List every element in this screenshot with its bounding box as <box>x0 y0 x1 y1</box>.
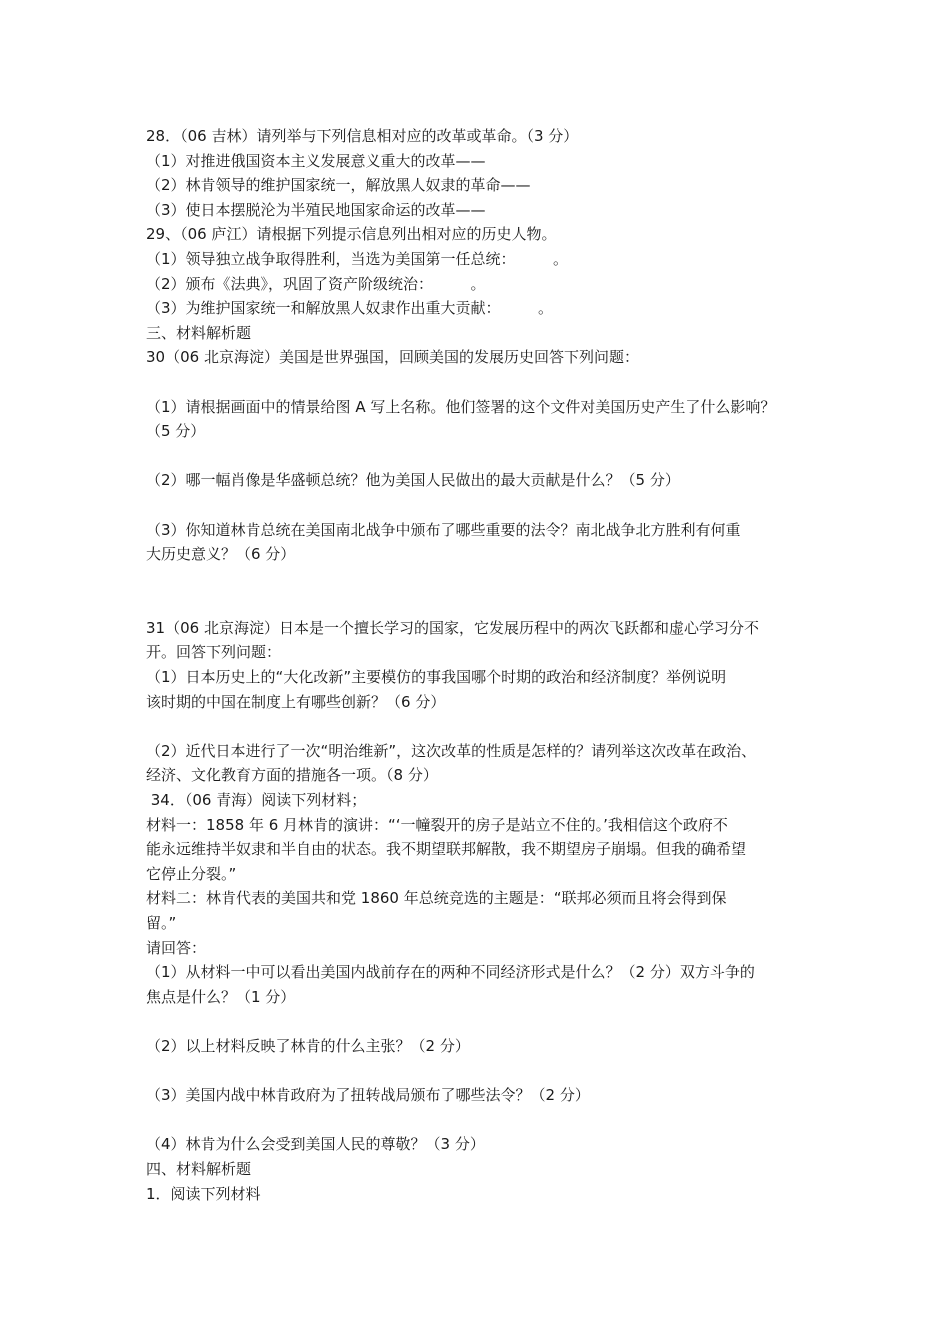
q29-title: 29、（06 庐江）请根据下列提示信息列出相对应的历史人物。 <box>146 225 557 244</box>
q30-item-3-line-1: （3）你知道林肯总统在美国南北战争中颁布了哪些重要的法令？南北战争北方胜利有何重 <box>146 520 741 539</box>
q34-item-4: （4）林肯为什么会受到美国人民的尊敬？（3 分） <box>146 1135 485 1154</box>
q28-item-2: （2）林肯领导的维护国家统一，解放黑人奴隶的革命—— <box>146 176 531 195</box>
q34-item-1-line-1: （1）从材料一中可以看出美国内战前存在的两种不同经济形式是什么？（2 分）双方斗争的 <box>146 963 755 982</box>
spacer <box>146 444 826 469</box>
s4-q1-title: 1．阅读下列材料 <box>146 1184 261 1203</box>
q30-item-2: （2）哪一幅肖像是华盛顿总统？他为美国人民做出的最大贡献是什么？（5 分） <box>146 471 680 490</box>
q34-material-1-line-3: 它停止分裂。” <box>146 864 237 883</box>
q29-item-1: （1）领导独立战争取得胜利，当选为美国第一任总统： 。 <box>146 249 569 268</box>
spacer <box>146 493 826 518</box>
q31-item-2-line-2: 经济、文化教育方面的措施各一项。（8 分） <box>146 766 438 785</box>
section-4-heading: 四、材料解析题 <box>146 1159 252 1178</box>
q29-item-3: （3）为维护国家统一和解放黑人奴隶作出重大贡献： 。 <box>146 299 554 318</box>
q34-item-2: （2）以上材料反映了林肯的什么主张？（2 分） <box>146 1036 470 1055</box>
q28-item-1: （1）对推进俄国资本主义发展意义重大的改革—— <box>146 151 486 170</box>
q29-item-2: （2）颁布《法典》，巩固了资产阶级统治： 。 <box>146 274 486 293</box>
q34-material-1-line-2: 能永远维持半奴隶和半自由的状态。我不期望联邦解散，我不期望房子崩塌。但我的确希望 <box>146 840 747 859</box>
q30-item-1-line-2: （5 分） <box>146 422 206 441</box>
spacer <box>146 567 826 616</box>
q34-material-2-line-2: 留。” <box>146 914 177 932</box>
spacer <box>146 714 826 739</box>
q31-title-line-2: 开。回答下列问题： <box>146 643 282 662</box>
q31-item-2-line-1: （2）近代日本进行了一次“明治维新”，这次改革的性质是怎样的？请列举这次改革在政治、 <box>146 741 757 760</box>
document-page <box>146 124 826 1206</box>
q31-item-1-line-1: （1）日本历史上的“大化改新”主要模仿的事我国哪个时期的政治和经济制度？举例说明 <box>146 668 727 687</box>
q30-item-1-line-1: （1）请根据画面中的情景给图 A 写上名称。他们签署的这个文件对美国历史产生了什么影响？ <box>146 397 776 416</box>
q31-title-line-1: 31（06 北京海淀）日本是一个擅长学习的国家，它发展历程中的两次飞跃都和虚心学习分不 <box>146 618 759 637</box>
q30-title: 30（06 北京海淀）美国是世界强国，回顾美国的发展历史回答下列问题： <box>146 348 639 367</box>
spacer <box>146 1108 826 1133</box>
q28-title: 28．（06 吉林）请列举与下列信息相对应的改革或革命。（3 分） <box>146 127 579 145</box>
spacer <box>146 1009 826 1034</box>
spacer <box>146 1059 826 1084</box>
section-3-heading: 三、材料解析题 <box>146 323 252 342</box>
spacer <box>146 370 826 395</box>
q34-item-1-line-2: 焦点是什么？（1 分） <box>146 987 296 1006</box>
q28-item-3: （3）使日本摆脱沦为半殖民地国家命运的改革—— <box>146 200 486 219</box>
q34-material-2-line-1: 材料二：林肯代表的美国共和党 1860 年总统竞选的主题是：“联邦必须而且将会得到保 <box>146 889 727 908</box>
q30-item-3-line-2: 大历史意义？（6 分） <box>146 545 296 564</box>
q34-item-3: （3）美国内战中林肯政府为了扭转战局颁布了哪些法令？（2 分） <box>146 1086 590 1105</box>
q34-title: 34．（06 青海）阅读下列材料； <box>146 791 367 810</box>
q34-prompt: 请回答： <box>146 938 207 957</box>
q31-item-1-line-2: 该时期的中国在制度上有哪些创新？（6 分） <box>146 692 446 711</box>
q34-material-1-line-1: 材料一：1858 年 6 月林肯的演讲：“‘一幢裂开的房子是站立不住的。’我相信这个政府不 <box>146 815 728 834</box>
